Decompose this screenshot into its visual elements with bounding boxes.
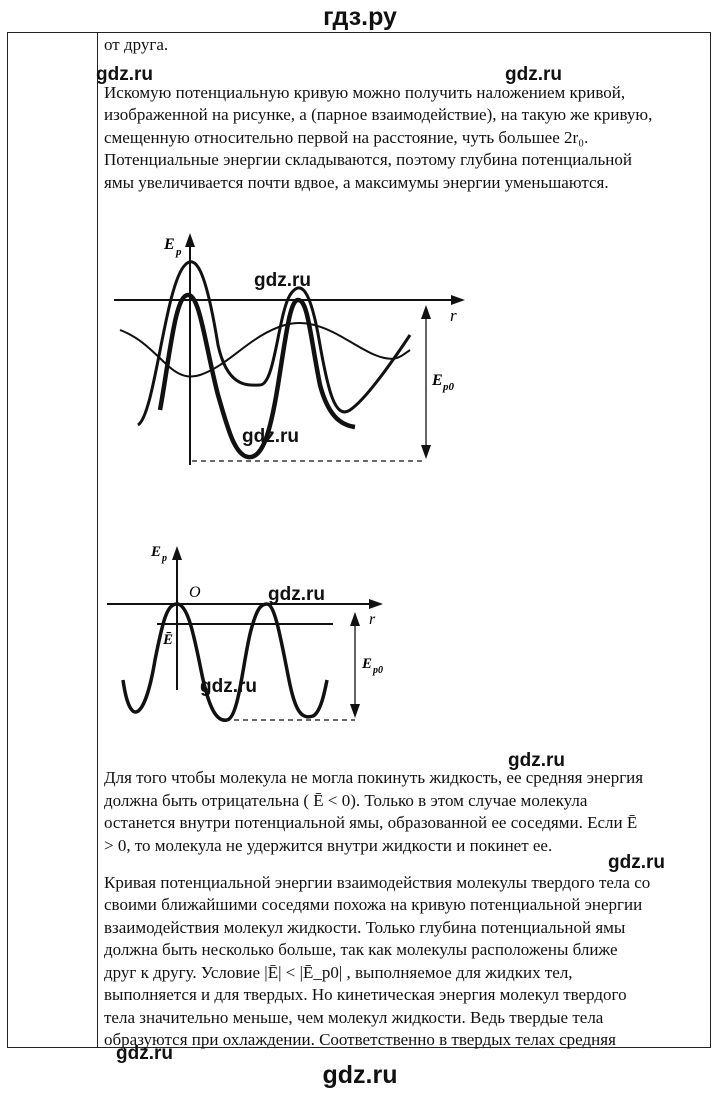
text-line: тела значительно меньше, чем молекул жидкости. Ведь твердые тела: [104, 1008, 604, 1027]
watermark: gdz.ru: [268, 584, 325, 605]
text-line: Кривая потенциальной энергии взаимодействия молекулы твердого тела со: [104, 873, 651, 892]
depth-label: E: [362, 656, 373, 672]
watermark: gdz.ru: [96, 64, 153, 85]
x-axis-label: r: [450, 306, 457, 325]
watermark: gdz.ru: [254, 270, 311, 291]
watermark: gdz.ru: [116, 1043, 173, 1064]
text-line: смещенную относительно первой на расстояние, чуть большее 2r₀.: [104, 128, 589, 147]
text-line: выполняется и для твердых. Но кинетическая энергия молекул твердого: [104, 985, 627, 1004]
watermark: gdz.ru: [608, 852, 665, 873]
text-line: от друга.: [104, 35, 169, 54]
y-axis-label: E: [151, 544, 162, 560]
y-axis-label: E: [164, 236, 175, 253]
text-line: Искомую потенциальную кривую можно получить наложением кривой,: [104, 83, 626, 102]
text-line: должна быть несколько больше, так как молекулы расположены ближе: [104, 940, 618, 959]
y-axis-subscript: p: [162, 553, 167, 564]
text-line: взаимодействия молекул жидкости. Только глубина потенциальной ямы: [104, 918, 626, 937]
watermark: gdz.ru: [200, 676, 257, 697]
watermark: gdz.ru: [242, 426, 299, 447]
site-footer: gdz.ru: [322, 1061, 398, 1089]
watermark: gdz.ru: [505, 64, 562, 85]
x-axis-label: r: [369, 611, 376, 628]
potential-curve-figure-2: [105, 540, 405, 730]
site-header: гдз.ру: [323, 3, 397, 31]
y-axis-subscript: p: [176, 246, 182, 258]
text-line: ямы увеличивается почти вдвое, а максимумы энергии уменьшаются.: [104, 173, 609, 192]
depth-label: E: [432, 372, 443, 389]
watermark: gdz.ru: [508, 750, 565, 771]
depth-subscript: p0: [443, 381, 454, 393]
text-line: изображенной на рисунке, а (парное взаимодействие), на такую же кривую,: [104, 105, 653, 124]
text-line: > 0, то молекула не удержится внутри жидкости и покинет ее.: [104, 836, 553, 855]
text-line: останется внутри потенциальной ямы, образованной ее соседями. Если Ē: [104, 813, 638, 832]
text-line: Для того чтобы молекула не могла покинуть жидкость, ее средняя энергия: [104, 768, 644, 787]
mean-energy-label: Ē: [163, 632, 174, 648]
depth-subscript: p0: [373, 665, 383, 676]
text-line: образуются при охлаждении. Соответственно в твердых телах средняя: [104, 1030, 616, 1049]
text-line: друг к другу. Условие |Ē| < |Ē_p0| , выполняемое для жидких тел,: [104, 963, 573, 982]
origin-label: O: [189, 584, 201, 601]
text-line: своими ближайшими соседями похожа на кривую потенциальной энергии: [104, 895, 643, 914]
text-line: должна быть отрицательна ( Ē < 0). Только в этом случае молекула: [104, 791, 588, 810]
text-line: Потенциальные энергии складываются, поэтому глубина потенциальной: [104, 150, 632, 169]
column-divider: [97, 32, 98, 1048]
